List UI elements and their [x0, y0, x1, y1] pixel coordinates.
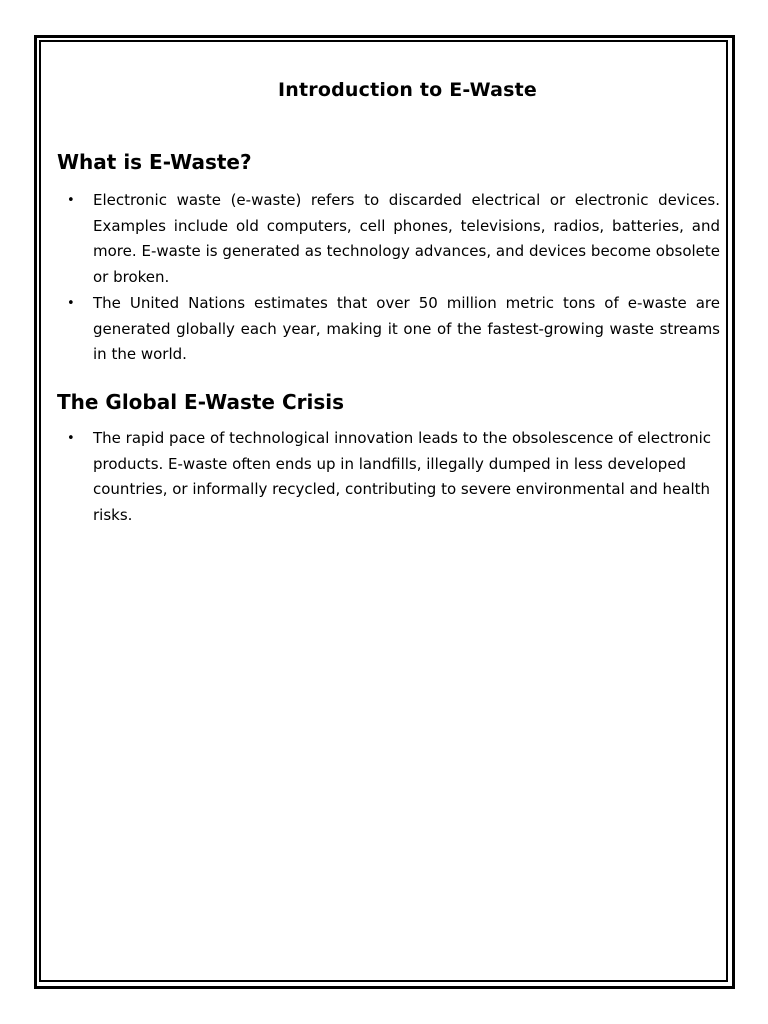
section-heading-what-is-ewaste: What is E-Waste?: [57, 150, 252, 174]
bullet-icon: •: [67, 193, 75, 208]
list-item: [57, 426, 720, 529]
bullet-icon: •: [67, 295, 75, 311]
bullet-list-global-crisis: [57, 426, 720, 529]
list-item: [57, 188, 720, 291]
bullet-list-what-is-ewaste: [57, 188, 720, 368]
list-item-text: The rapid pace of technological innovation leads to the obsolescence of electronic products. E-waste often ends up in landfills, illegally dumped in less developed countries, or informally recycled, contributing to severe environmental and health risks.: [93, 428, 712, 525]
document-title: Introduction to E-Waste: [277, 79, 538, 101]
section-heading-global-crisis: The Global E-Waste Crisis: [57, 389, 345, 414]
list-item-text: Electronic waste (e-waste) refers to discarded electrical or electronic devices. Examples include old computers, cell phones, televisions, radios, batteries, and more. E-waste is generated as technology advances, and devices become obsolete or broken.: [93, 191, 720, 287]
document-body: [57, 76, 720, 529]
bullet-icon: •: [67, 430, 75, 446]
list-item-text: The United Nations estimates that over 50 million metric tons of e-waste are generated globally each year, making it one of the fastest-growing waste streams in the world.: [93, 293, 720, 364]
list-item: [57, 291, 720, 368]
